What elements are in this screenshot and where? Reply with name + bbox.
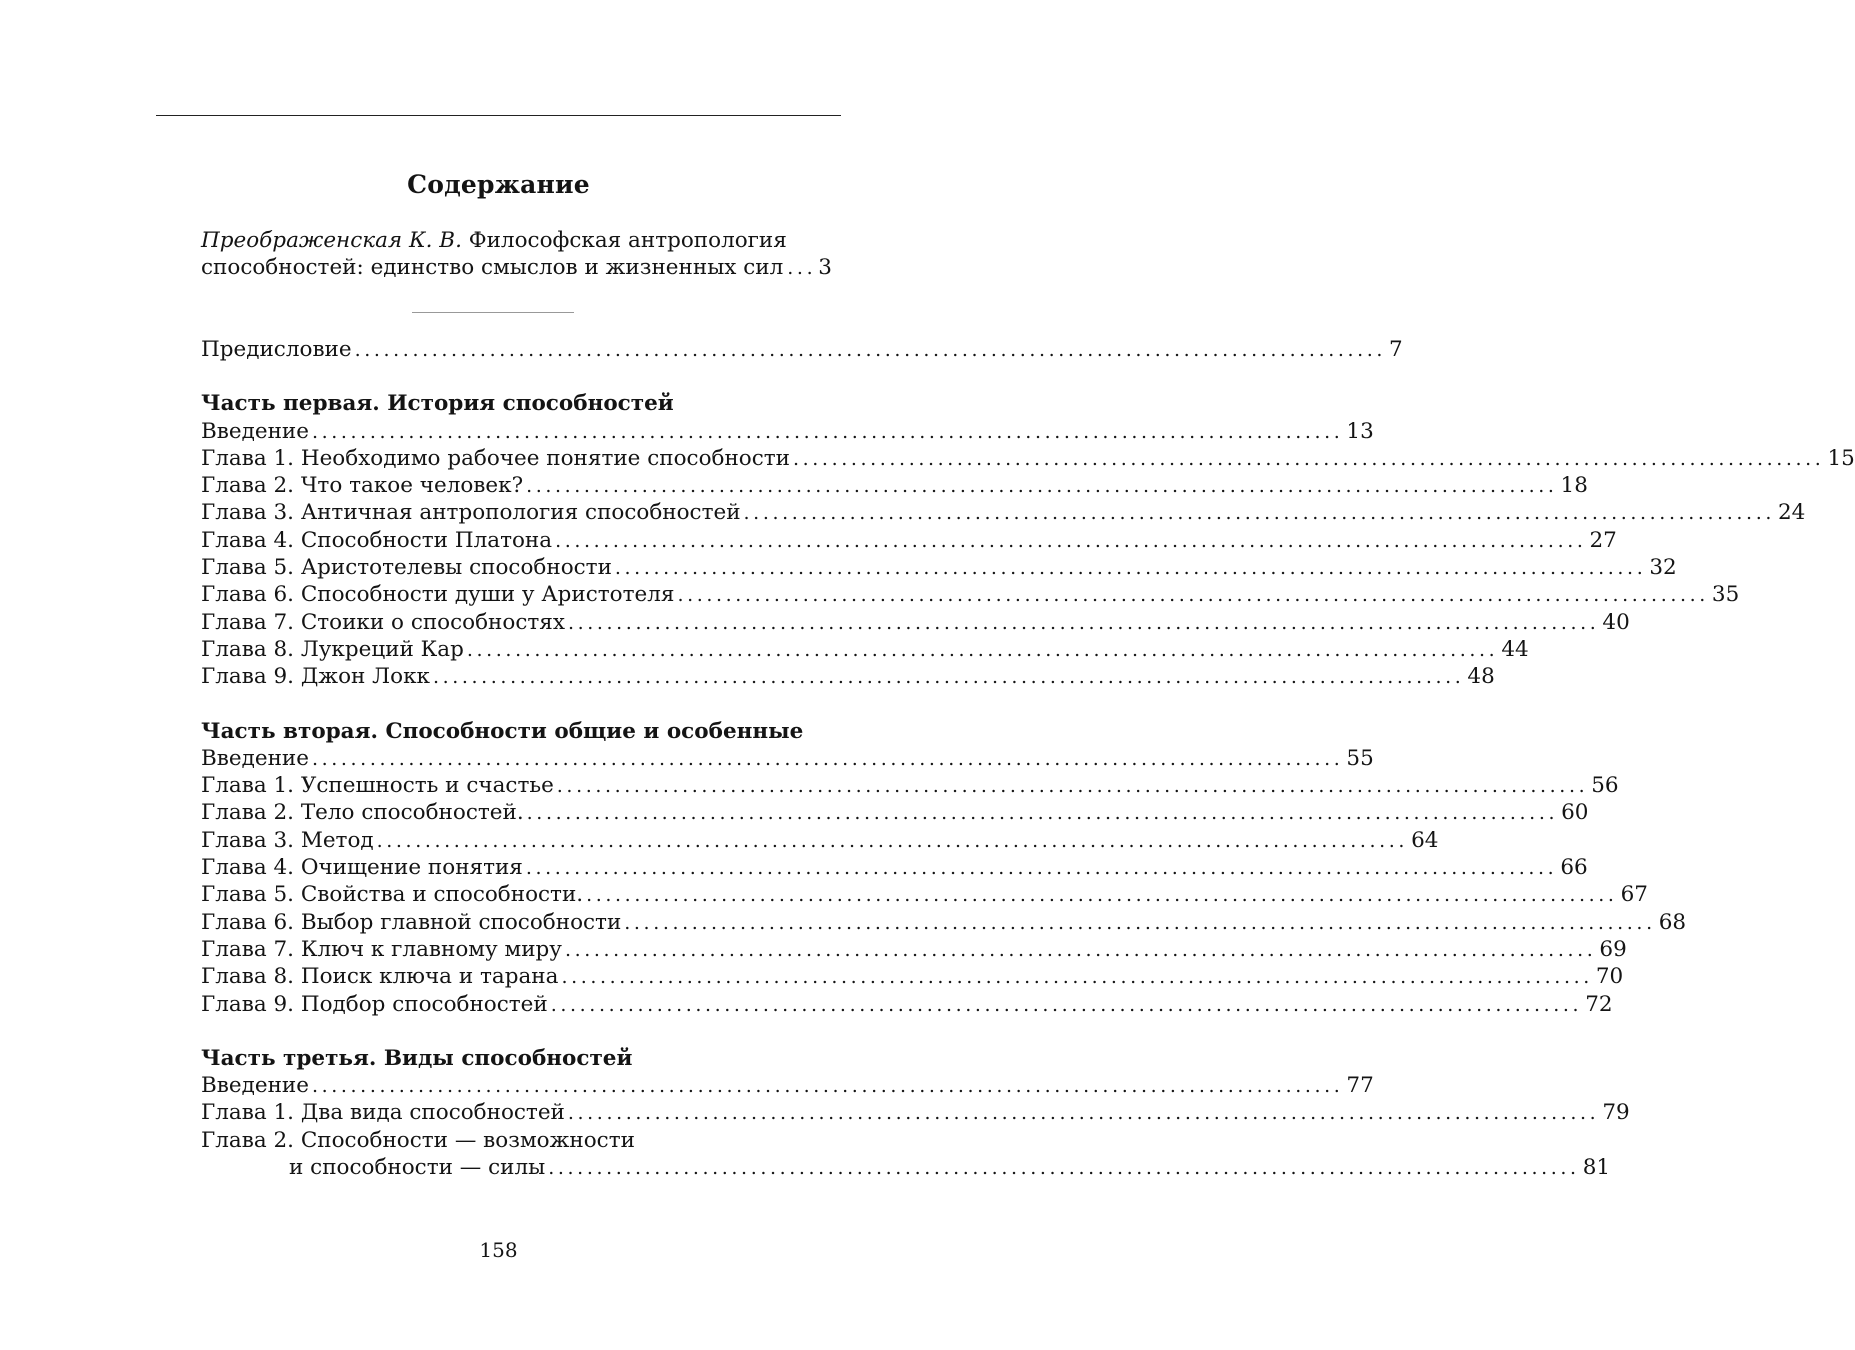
entry-label: Глава 1. Два вида способностей (201, 1100, 565, 1126)
toc-entry[interactable] (201, 445, 1855, 472)
intro-line-2 (201, 254, 832, 282)
toc-entry[interactable] (201, 609, 1630, 636)
toc-entry[interactable] (201, 1072, 1374, 1099)
leader-dots: ........................................................................................................... (311, 747, 1344, 770)
entry-label: Глава 3. Античная антропология способностей (201, 500, 741, 526)
entry-page: 70 (1595, 964, 1624, 990)
entry-page: 40 (1602, 609, 1630, 635)
page-number: 158 (479, 1238, 518, 1262)
entry-label: Введение (201, 745, 309, 771)
toc-entry[interactable] (201, 854, 1588, 881)
entry-label: Глава 9. Джон Локк (201, 664, 430, 690)
entry-label: Глава 2. Что такое человек? (201, 473, 524, 499)
entry-label: Введение (201, 418, 309, 444)
leader-dots: ........................................................................................................... (586, 884, 1618, 907)
intro-line-1 (201, 227, 813, 254)
entry-page: 56 (1591, 773, 1619, 799)
entry-page: 81 (1582, 1155, 1611, 1181)
toc-entry[interactable] (201, 745, 1374, 772)
part-2-entries (201, 745, 1687, 1018)
leader-dots: ........................................................................................................... (677, 584, 1709, 607)
entry-label: Глава 6. Выбор главной способности (201, 909, 622, 935)
toc-entry[interactable] (201, 772, 1619, 799)
leader-dots: ........................................................................................................... (567, 1102, 1600, 1125)
leader-dots: ........................................................................................................... (743, 502, 1775, 525)
toc-entry[interactable] (201, 499, 1806, 526)
entry-page: 69 (1599, 936, 1627, 962)
entry-page: 66 (1560, 855, 1588, 881)
part-heading[interactable]: Часть первая. История способностей (201, 391, 674, 417)
leader-dots: ........................................................................................................... (567, 611, 1600, 634)
entry-label-line-1 (201, 1127, 813, 1154)
leader-dots: ........................................................................................................... (556, 775, 1589, 798)
entry-page: 35 (1711, 582, 1740, 608)
entry-label: Глава 1. Необходимо рабочее понятие способности (201, 445, 791, 471)
entry-page: 18 (1560, 473, 1588, 499)
page-title: Содержание (407, 170, 590, 199)
entry-label: Глава 6. Способности души у Аристотеля (201, 582, 675, 608)
toc-entry[interactable] (201, 581, 1740, 608)
entry-label: Глава 4. Способности Платона (201, 527, 553, 553)
entry-label: Глава 4. Очищение понятия (201, 855, 523, 881)
part-heading[interactable]: Часть вторая. Способности общие и особенные (201, 718, 804, 744)
entry-page: 48 (1467, 664, 1495, 690)
toc-entry[interactable] (201, 663, 1495, 690)
toc-intro-entry[interactable] (201, 227, 832, 282)
entry-page: 32 (1649, 555, 1677, 581)
part-1-entries (201, 418, 1855, 691)
leader-dots: ........................................................................................................... (354, 339, 1387, 361)
part-3-entries (201, 1072, 1630, 1181)
intro-author: Преображенская К. В. (201, 228, 462, 253)
entry-page: 44 (1501, 636, 1529, 662)
entry-label: Глава 2. Тело способностей. (201, 800, 524, 826)
intro-title-start: Философская антропология (461, 228, 787, 253)
toc-entry[interactable] (201, 472, 1588, 499)
leader-dots: ........................................................................................................... (614, 557, 1647, 580)
entry-page: 27 (1589, 527, 1617, 553)
toc-entry[interactable] (201, 881, 1648, 908)
leader-dots: ........................................................................................................... (311, 420, 1344, 443)
entry-page: 72 (1585, 991, 1613, 1017)
table-of-contents (201, 227, 1855, 1181)
entry-page: 64 (1411, 827, 1439, 853)
toc-entry[interactable] (201, 963, 1624, 990)
entry-page: 60 (1561, 800, 1589, 826)
toc-entry[interactable] (201, 991, 1613, 1018)
intro-title-end: способностей: единство смыслов и жизненных сил (201, 255, 784, 280)
leader-dots: ........................................................................................................... (624, 911, 1656, 934)
entry-label: Глава 8. Поиск ключа и тарана (201, 964, 559, 990)
entry-page: 15 (1827, 445, 1855, 471)
entry-label: Глава 8. Лукреций Кар (201, 636, 464, 662)
entry-page: 67 (1620, 882, 1648, 908)
leader-dots: ........................................................................................................... (432, 666, 1465, 689)
entry-label: Глава 5. Аристотелевы способности (201, 555, 612, 581)
entry-label: Глава 7. Стоики о способностях (201, 609, 565, 635)
toc-entry[interactable] (201, 1099, 1630, 1126)
entry-page: 13 (1346, 418, 1374, 444)
entry-label: Глава 9. Подбор способностей (201, 991, 548, 1017)
toc-entry[interactable] (201, 909, 1687, 936)
entry-page: 55 (1346, 745, 1374, 771)
leader-dots: ........................................................................................................... (526, 802, 1559, 825)
leader-dots: ........................................................................................................... (376, 829, 1409, 852)
entry-page: 7 (1389, 337, 1403, 362)
leader-dots: ........................................................................................................... (311, 1075, 1344, 1098)
leader-dots: ........................................................................................................... (550, 993, 1583, 1016)
entry-page: 79 (1602, 1100, 1630, 1126)
leader-dots: ........................................................................................................... (466, 638, 1499, 661)
leader-dots: ........................................................................................................... (526, 475, 1558, 498)
toc-entry[interactable] (201, 799, 1589, 826)
entry-label: Глава 1. Успешность и счастье (201, 773, 554, 799)
toc-entry[interactable] (201, 636, 1529, 663)
entry-page: 24 (1777, 500, 1806, 526)
toc-entry[interactable] (201, 527, 1617, 554)
toc-entry[interactable] (201, 554, 1677, 581)
leader-dots: ........................................................................................................... (548, 1157, 1580, 1180)
leader-dots: ........................................................................................................... (555, 529, 1587, 552)
entry-label: Предисловие (201, 337, 352, 362)
entry-page: 68 (1658, 909, 1687, 935)
top-rule (156, 115, 841, 116)
leader-dots: ... (787, 257, 817, 279)
entry-label: Введение (201, 1073, 309, 1099)
entry-label: Глава 7. Ключ к главному миру (201, 936, 562, 962)
entry-label: и способности — силы (289, 1155, 546, 1181)
toc-entry[interactable] (201, 827, 1439, 854)
entry-page: 3 (818, 255, 832, 280)
entry-label-line-2 (201, 1154, 1611, 1181)
toc-entry-multiline[interactable] (201, 1127, 1611, 1182)
leader-dots: ........................................................................................................... (564, 938, 1597, 961)
toc-entry-preface[interactable] (201, 336, 1403, 363)
toc-entry[interactable] (201, 936, 1627, 963)
toc-entry[interactable] (201, 418, 1374, 445)
entry-label: Глава 3. Метод (201, 827, 374, 853)
entry-page: 77 (1346, 1073, 1374, 1099)
entry-label: Глава 5. Свойства и способности. (201, 882, 584, 908)
entry-label: Глава 2. Способности — возможности (201, 1127, 635, 1153)
part-heading[interactable]: Часть третья. Виды способностей (201, 1045, 633, 1071)
leader-dots: ........................................................................................................... (561, 966, 1593, 989)
leader-dots: ........................................................................................................... (525, 857, 1558, 880)
leader-dots: ........................................................................................................... (793, 447, 1825, 470)
